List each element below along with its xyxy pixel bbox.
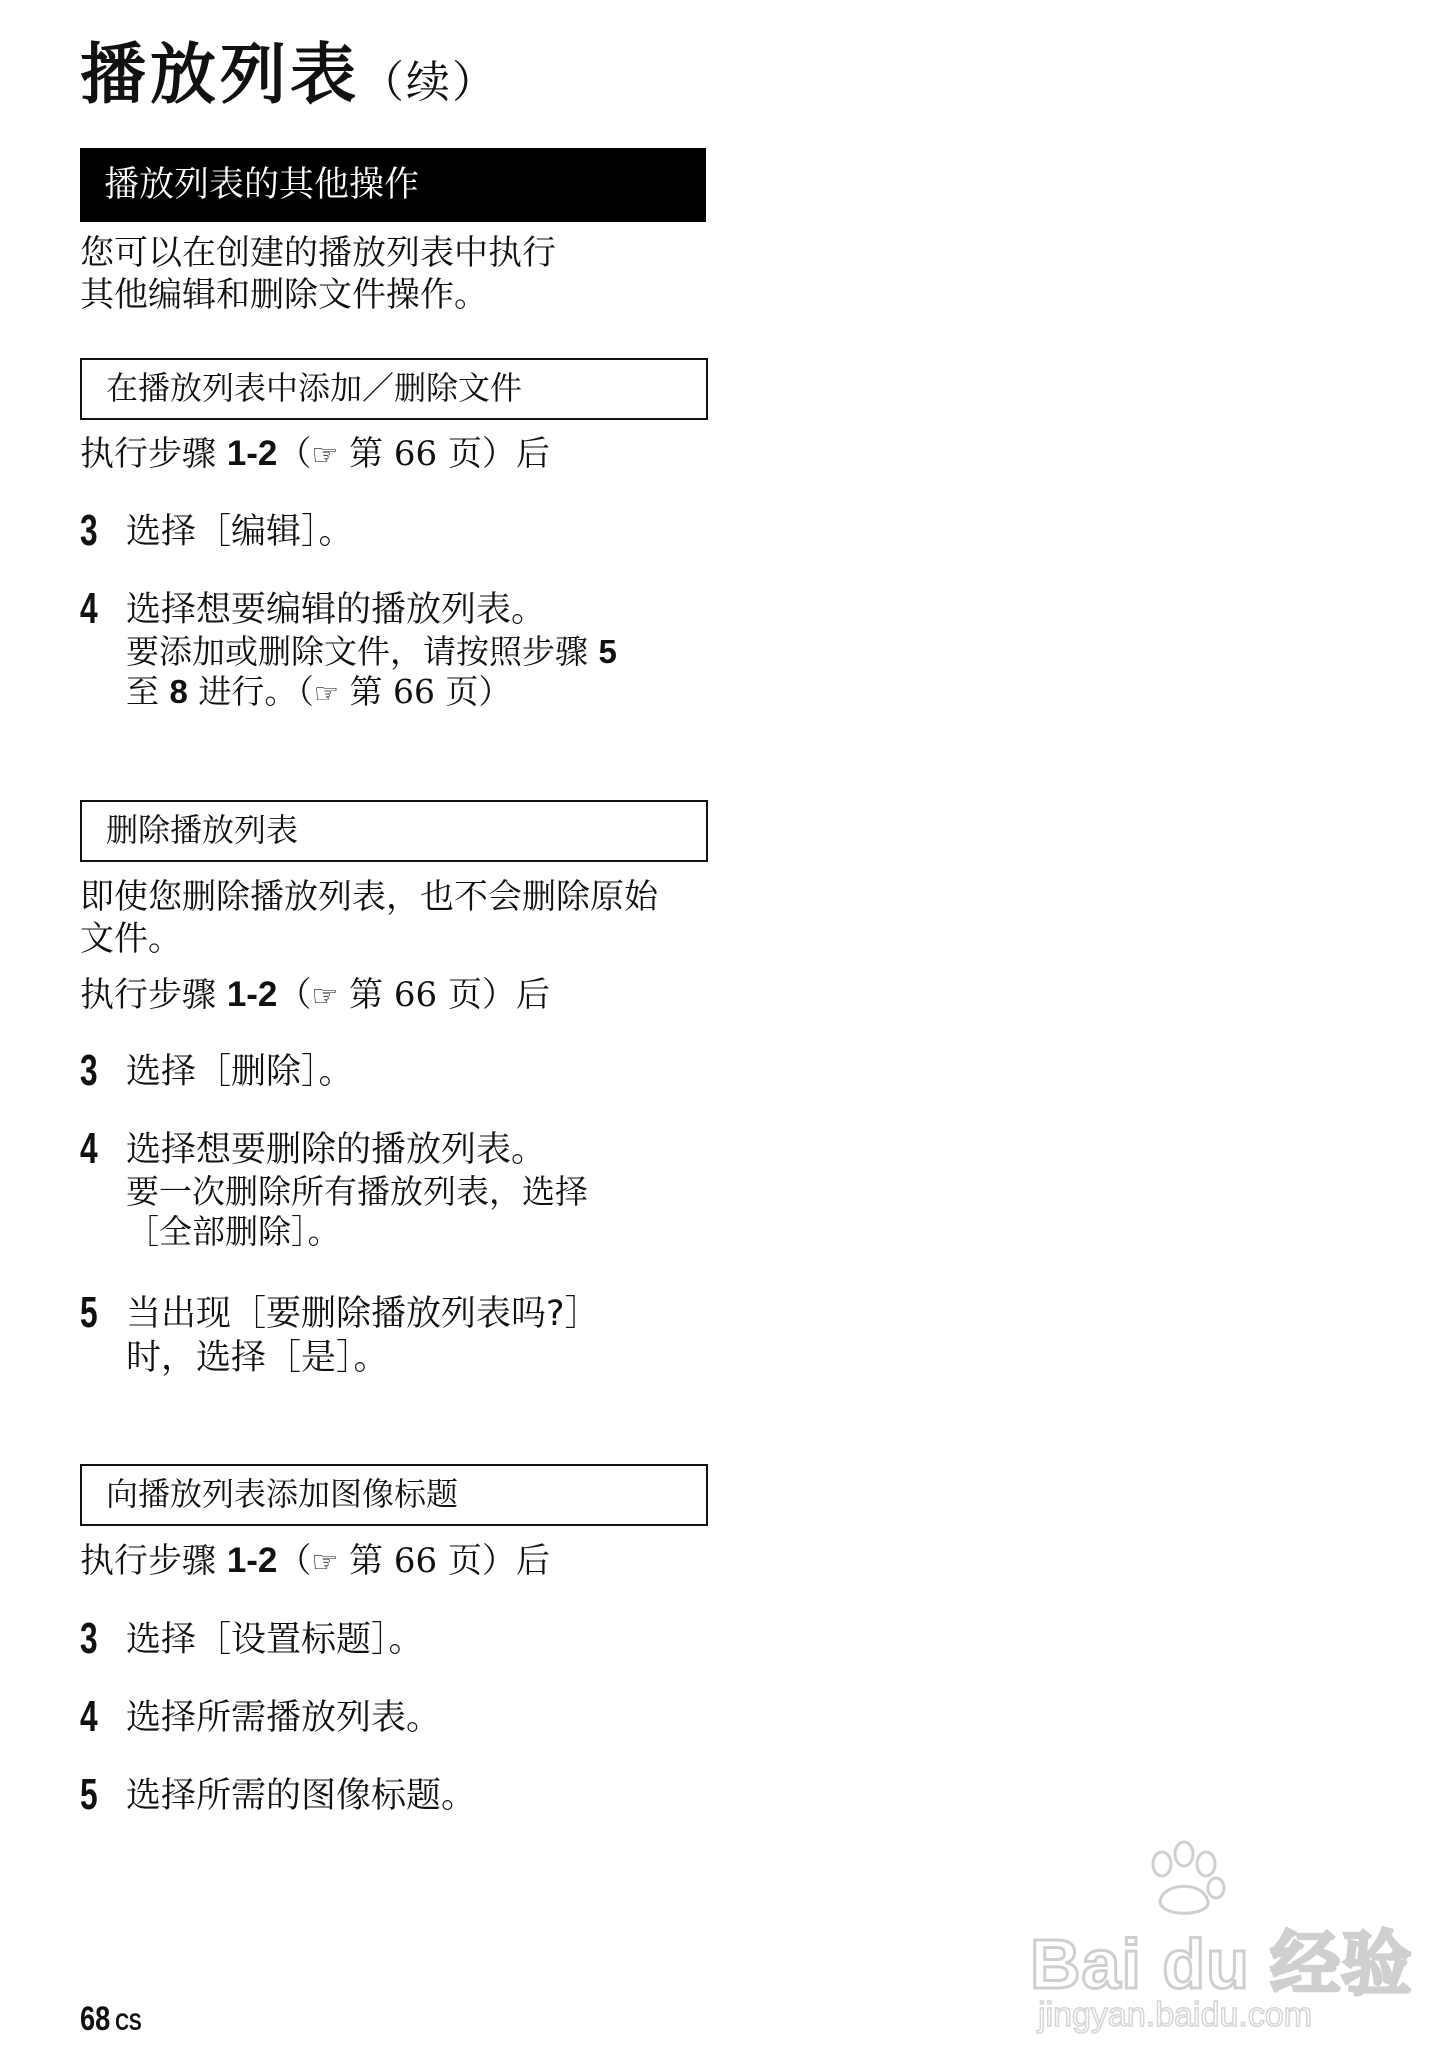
page-title-main: 播放列表 — [80, 36, 360, 113]
watermark-brand: Bai du 经验 — [1030, 1925, 1413, 2003]
subtext-step-ref: 8 — [169, 673, 188, 710]
step-number: 4 — [80, 1692, 98, 1741]
reference-icon: ☞ — [311, 1545, 339, 1580]
pre-step-instruction — [80, 1540, 550, 1584]
pre-step-page-ref: 第 66 页）后 — [338, 1541, 550, 1581]
watermark-url: jingyan.baidu.com — [1038, 1996, 1313, 2034]
subsection-heading-add-remove: 在播放列表中添加／删除文件 — [80, 358, 708, 420]
section-intro — [80, 232, 720, 316]
step-text: 选择［删除］。 — [126, 1052, 354, 1092]
pre-step-prefix: 执行步骤 — [80, 1541, 227, 1581]
pre-step-page-ref: 第 66 页）后 — [338, 434, 550, 474]
page-language-code: CS — [115, 2009, 142, 2036]
subsection-heading-delete-playlist: 删除播放列表 — [80, 800, 708, 862]
reference-icon: ☞ — [313, 677, 339, 710]
pre-step-prefix: 执行步骤 — [80, 434, 227, 474]
baidu-watermark — [1030, 1840, 1413, 2040]
pre-step-steps: 1-2 — [226, 1541, 278, 1580]
step-text — [126, 1292, 740, 1380]
step-number: 3 — [80, 1614, 98, 1663]
step-text: 选择想要编辑的播放列表。 — [126, 590, 547, 630]
reference-icon: ☞ — [311, 979, 339, 1014]
step-4-edit — [80, 584, 740, 714]
intro-line: 文件。 — [80, 919, 182, 959]
step-text: 选择［编辑］。 — [126, 512, 354, 552]
subtext-line: ［全部删除］。 — [126, 1212, 341, 1251]
pre-step-instruction — [80, 433, 550, 477]
step-3-edit — [80, 506, 740, 555]
step-4-title — [80, 1692, 740, 1741]
pre-step-paren: （ — [277, 975, 312, 1015]
step-number: 4 — [80, 584, 98, 633]
delete-intro — [80, 876, 720, 960]
subtext-part: 要添加或删除文件，请按照步骤 — [126, 632, 599, 671]
pre-step-steps: 1-2 — [226, 434, 278, 473]
page-title-suffix: （续） — [360, 57, 498, 108]
step-number: 4 — [80, 1124, 98, 1173]
step-text-line: 当出现［要删除播放列表吗?］ — [126, 1294, 600, 1334]
step-4-delete — [80, 1124, 740, 1252]
step-text: 选择所需播放列表。 — [126, 1698, 442, 1738]
step-text: 选择［设置标题］。 — [126, 1620, 424, 1660]
pre-step-paren: （ — [277, 434, 312, 474]
step-number: 5 — [80, 1770, 98, 1819]
step-3-delete — [80, 1046, 740, 1095]
page-number — [80, 2000, 142, 2039]
intro-line: 您可以在创建的播放列表中执行 — [80, 233, 556, 273]
subtext-line: 要一次删除所有播放列表，选择 — [126, 1172, 588, 1211]
step-text: 选择想要删除的播放列表。 — [126, 1130, 547, 1170]
step-subtext — [126, 1172, 740, 1252]
pre-step-instruction — [80, 974, 550, 1018]
subsection-heading-add-title: 向播放列表添加图像标题 — [80, 1464, 708, 1526]
step-5-delete — [80, 1288, 740, 1380]
section-banner: 播放列表的其他操作 — [80, 148, 706, 222]
intro-line: 其他编辑和删除文件操作。 — [80, 275, 488, 315]
reference-icon: ☞ — [311, 438, 339, 473]
step-number: 3 — [80, 1046, 98, 1095]
subtext-step-ref: 5 — [598, 633, 617, 670]
page-number-value: 68 — [80, 2000, 111, 2038]
step-number: 5 — [80, 1288, 98, 1337]
subtext-part: 至 — [126, 672, 170, 711]
pre-step-prefix: 执行步骤 — [80, 975, 227, 1015]
page-title — [80, 36, 498, 113]
step-5-title — [80, 1770, 740, 1819]
step-3-title — [80, 1614, 740, 1663]
subtext-part: 进行。（ — [187, 672, 314, 711]
pre-step-steps: 1-2 — [226, 975, 278, 1014]
subtext-part: 第 66 页） — [338, 672, 512, 711]
step-subtext — [126, 632, 740, 714]
intro-line: 即使您删除播放列表，也不会删除原始 — [80, 877, 658, 917]
step-number: 3 — [80, 506, 98, 555]
pre-step-paren: （ — [277, 1541, 312, 1581]
step-text-line: 时，选择［是］。 — [126, 1338, 389, 1378]
step-text: 选择所需的图像标题。 — [126, 1776, 477, 1816]
pre-step-page-ref: 第 66 页）后 — [338, 975, 550, 1015]
